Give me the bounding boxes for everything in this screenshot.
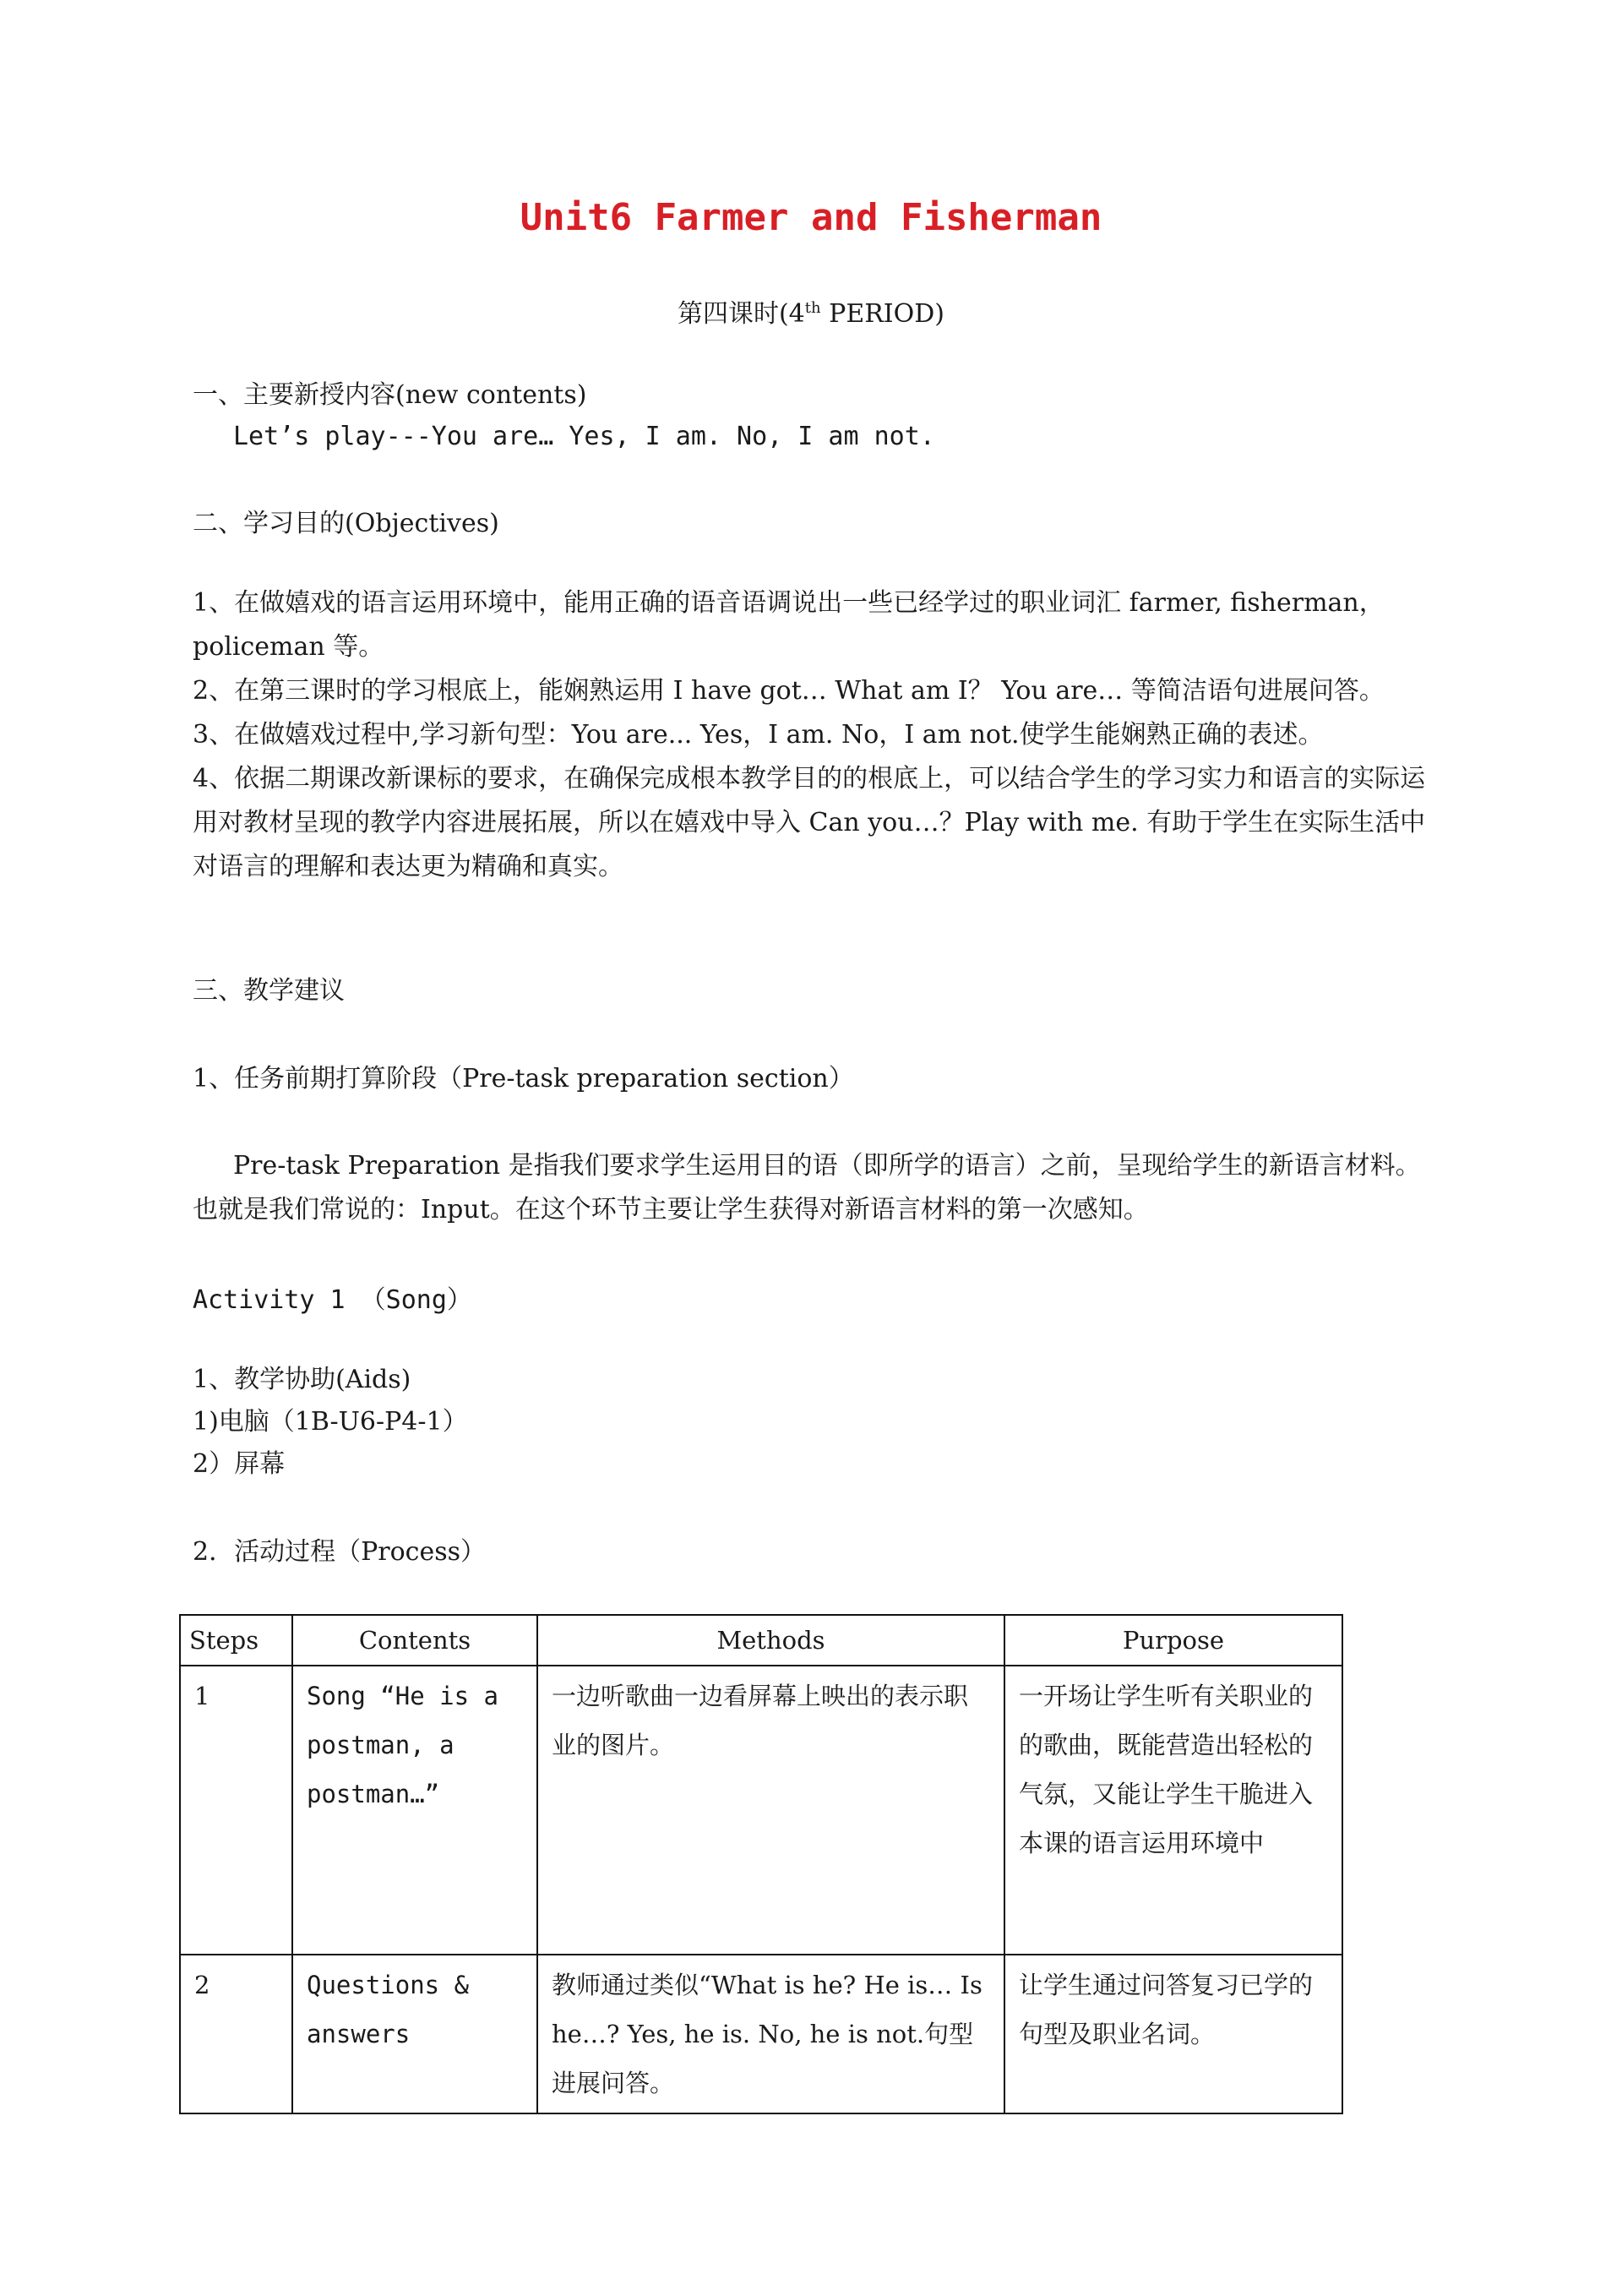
section3-heading: 三、教学建议 bbox=[193, 976, 345, 1006]
process-table bbox=[179, 1614, 1343, 2114]
period-suffix: PERIOD) bbox=[820, 299, 945, 329]
row2-step: 2 bbox=[180, 1955, 292, 2113]
row1-content: Song “He is a postman, a postman…” bbox=[292, 1666, 537, 1955]
header-methods: Methods bbox=[537, 1615, 1004, 1666]
header-contents: Contents bbox=[292, 1615, 537, 1666]
objective-item-2: 2、在第三课时的学习根底上，能娴熟运用 I have got… What am I？ You are… 等简洁语句进展问答。 bbox=[193, 676, 1385, 706]
pretask-intro: Pre-task Preparation 是指我们要求学生运用目的语（即所学的语言）之前，呈现给学生的新语言材料。也就是我们常说的：Input。在这个环节主要让学生获得对新语言材料的第一次感知。 bbox=[193, 1151, 1421, 1224]
table-row bbox=[180, 1666, 1342, 1955]
header-purpose: Purpose bbox=[1004, 1615, 1342, 1666]
row2-method: 教师通过类似“What is he? He is… Is he…? Yes, he is. No, he is not.句型进展问答。 bbox=[537, 1955, 1004, 2113]
row1-method: 一边听歌曲一边看屏幕上映出的表示职业的图片。 bbox=[537, 1666, 1004, 1955]
table-header-row bbox=[180, 1615, 1342, 1666]
period-sup: th bbox=[804, 299, 821, 317]
aids-item-2: 2）屏幕 bbox=[193, 1449, 286, 1479]
section3-subheading: 1、任务前期打算阶段（Pre-task preparation section） bbox=[193, 1064, 854, 1093]
row2-content: Questions & answers bbox=[292, 1955, 537, 2113]
section2-heading: 二、学习目的(Objectives) bbox=[193, 509, 499, 538]
objectives-list bbox=[193, 581, 1434, 889]
row1-purpose: 一开场让学生听有关职业的的歌曲，既能营造出轻松的气氛，又能让学生干脆进入本课的语言运用环境中 bbox=[1004, 1666, 1342, 1955]
table-row bbox=[180, 1955, 1342, 2113]
header-steps: Steps bbox=[180, 1615, 292, 1666]
aids-heading: 1、教学协助(Aids) bbox=[193, 1365, 411, 1394]
activity-title: Activity 1 （Song） bbox=[193, 1285, 472, 1315]
period-subtitle bbox=[0, 292, 1622, 330]
process-heading: 2．活动过程（Process） bbox=[193, 1537, 487, 1567]
section1-content: Let’s play---You are… Yes, I am. No, I am not. bbox=[233, 422, 935, 451]
aids-item-1: 1)电脑（1B-U6-P4-1） bbox=[193, 1407, 468, 1437]
objective-item-3: 3、在做嬉戏过程中,学习新句型：You are... Yes，I am. No，I am not.使学生能娴熟正确的表述。 bbox=[193, 720, 1324, 750]
row2-purpose: 让学生通过问答复习已学的句型及职业名词。 bbox=[1004, 1955, 1342, 2113]
section1-heading: 一、主要新授内容(new contents) bbox=[193, 380, 587, 410]
period-prefix: 第四课时(4 bbox=[677, 299, 805, 329]
page-title: Unit6 Farmer and Fisherman bbox=[520, 196, 1102, 239]
objective-item-1: 1、在做嬉戏的语言运用环境中，能用正确的语音语调说出一些已经学过的职业词汇 farmer, fisherman，policeman 等。 bbox=[193, 588, 1385, 662]
objective-item-4: 4、依据二期课改新课标的要求，在确保完成根本教学目的的根底上，可以结合学生的学习实力和语言的实际运用对教材呈现的教学内容进展拓展，所以在嬉戏中导入 Can you…？Play with me. 有助于学生在实际生活中对语言的理解和表达更为精确和真实。 bbox=[193, 764, 1426, 881]
row1-step: 1 bbox=[180, 1666, 292, 1955]
